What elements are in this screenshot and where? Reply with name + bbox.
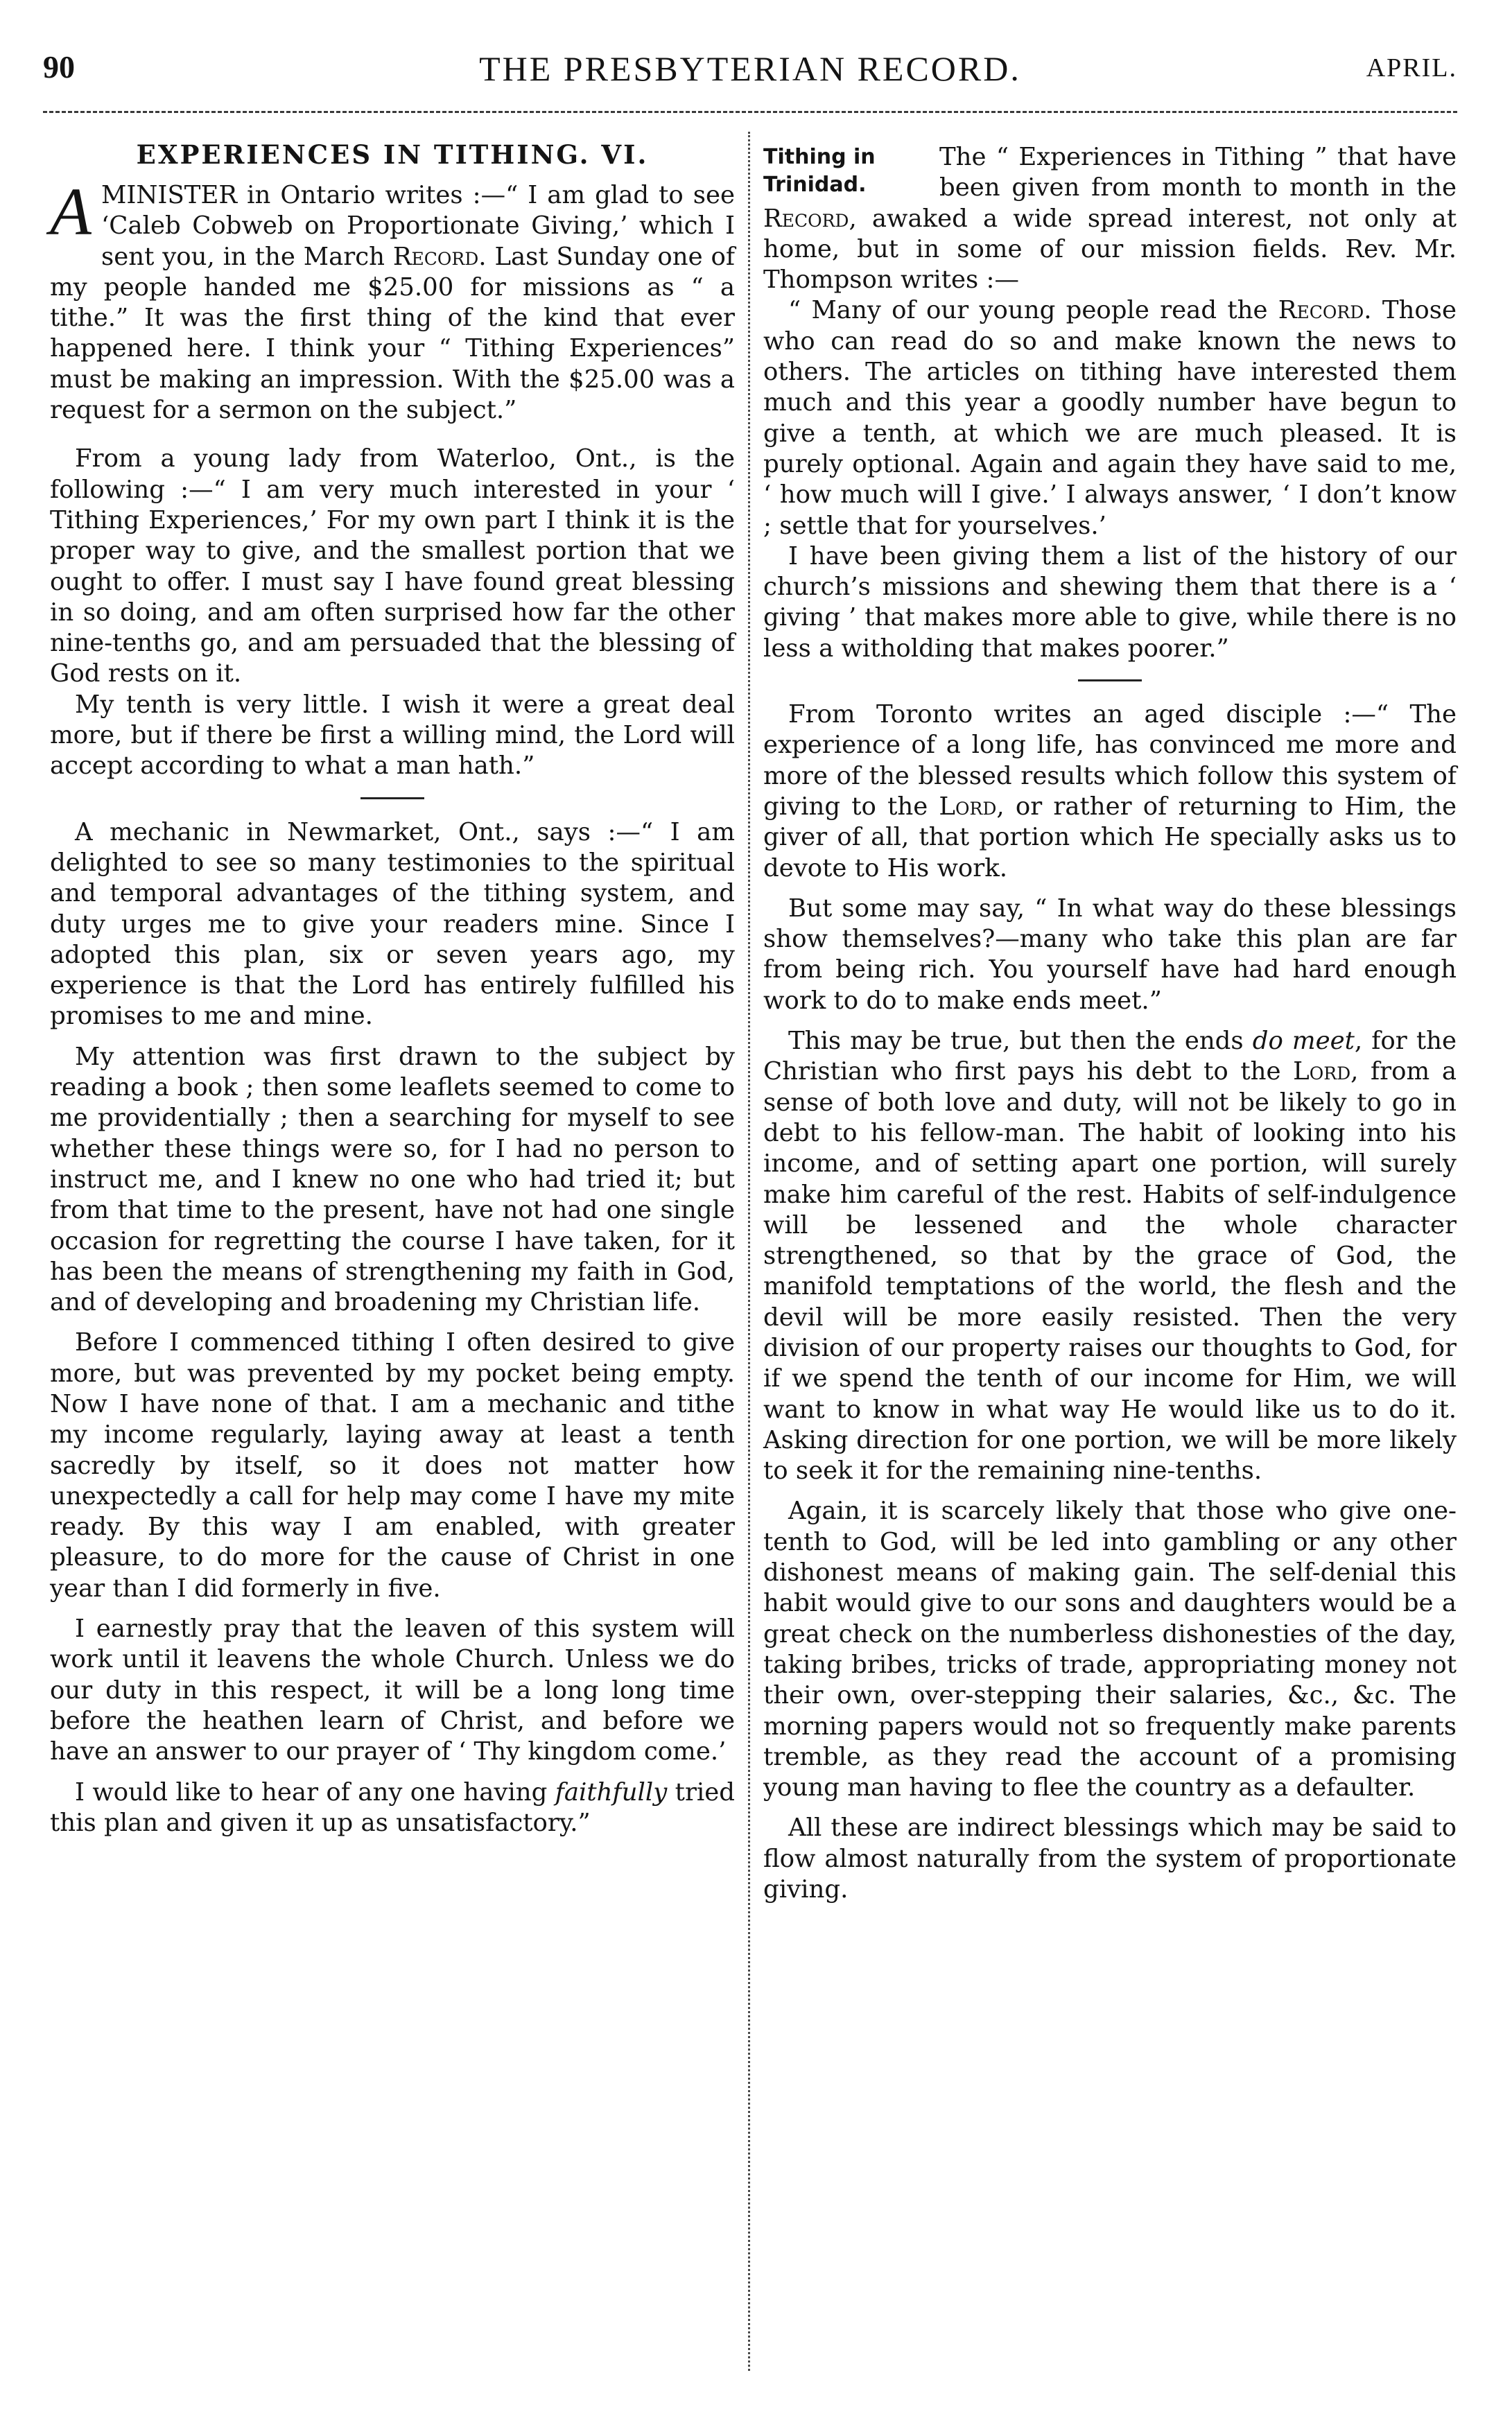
paragraph-tenth: My tenth is very little. I wish it were a great deal more, but if there be first a willing mind, the Lord will accept according to what a man hath.”: [50, 690, 735, 781]
paragraph-leaven: I earnestly pray that the leaven of this system will work until it leavens the whole Church. Unless we do our duty in this respect, it will be a long long time before the heathen learn of Christ, and before we have an answer to our prayer of ‘ Thy kingdom come.’: [50, 1615, 735, 1766]
article-title: EXPERIENCES IN TITHING. VI.: [136, 139, 649, 170]
paragraph-minister: AMINISTER in Ontario writes :—“ I am glad to see ‘Caleb Cobweb on Proportionate Giving,’ which I sent you, in the March Record. Last Sunday one of my people handed me $25.00 for missions as “ a tithe.” It was the first thing of the kind that ever happened here. I think your “ Tithing Experiences” must be making an impression. With the $25.00 was a request for a sermon on the subject.”: [50, 175, 735, 425]
record-name: Record: [1278, 296, 1364, 325]
lead-word: MINISTER: [101, 181, 238, 209]
paragraph-gambling: Again, it is scarcely likely that those who give one-tenth to God, will be led into gambling or any other dishonest means of making gain. The self-denial this habit would give to our sons and daughters would be a great check on the numberless dishonesties of the day, taking bribes, tricks of trade, appropriating money not their own, over-stepping their salaries, &c., &c. The morning papers would not so frequently make parents tremble, as they read the account of a promising young man having to flee the country as a defaulter.: [763, 1497, 1457, 1802]
paragraph-trinidad: Tithing in Trinidad. The “ Experiences in Tithing ” that have been given from month to month in the Record, awaked a wide spread interest, not only at home, but in some of our mission fields. Rev. Mr. Thompson writes :—: [763, 143, 1457, 295]
paragraph-some-may-say: But some may say, “ In what way do these blessings show themselves?—many who take this plan are far from being rich. You yourself have had hard enough work to do to make ends meet.”: [763, 894, 1457, 1015]
paragraph-missions-list: I have been giving them a list of the history of our church’s missions and shewing them that there is a ‘ giving ’ that makes more able to give, while there is no less a witholding that makes poorer.”: [763, 541, 1457, 663]
record-name: Record: [392, 242, 479, 271]
section-separator: [360, 797, 424, 799]
lord-name: Lord: [1293, 1057, 1351, 1086]
italic-faithfully: faithfully: [555, 1777, 668, 1807]
paragraph-toronto: From Toronto writes an aged disciple :—“ The experience of a long life, has convinced me more and more of the blessed results which follow this system of giving to the Lord, or rather of returning to Him, the giver of all, that portion which He specially asks us to devote to His work.: [763, 700, 1457, 882]
header-rule: [43, 111, 1457, 113]
section-separator: [1078, 679, 1142, 681]
paragraph-indirect-blessings: All these are indirect blessings which may be said to flow almost naturally from the system of proportionate giving.: [763, 1814, 1457, 1904]
left-column: [50, 139, 735, 1838]
paragraph-attention: My attention was first drawn to the subject by reading a book ; then some leaflets seemed to come to me providentially ; then a searching for myself to see whether these things were so, for I had no person to instruct me, and I knew no one who had tried it; but from that time to the present, have not had one single occasion for regretting the course I have taken, for it has been the means of strengthening my faith in God, and of developing and broadening my Christian life.: [50, 1042, 735, 1317]
paragraph-ends-meet: This may be true, but then the ends do meet, for the Christian who first pays his debt to the Lord, from a sense of both love and duty, will not be likely to go in debt to his fellow-man. The habit of looking into his income, and of setting apart one portion, will surely make him careful of the rest. Habits of self-indulgence will be lessened and the whole character strengthened, so that by the grace of God, the manifold temptations of the world, the flesh and the devil will be more easily resisted. Then the very division of our property raises our thoughts to God, for if we spend the tenth of our income for Him, we will want to know in what way He would like us to do it. Asking direction for one portion, we will be more likely to seek it for the remaining nine-tenths.: [763, 1027, 1457, 1486]
paragraph-faithfully: I would like to hear of any one having faithfully tried this plan and given it up as unsatisfactory.”: [50, 1777, 735, 1837]
right-column: [763, 142, 1457, 1905]
publication-title: THE PRESBYTERIAN RECORD.: [479, 49, 1021, 88]
lord-name: Lord: [939, 792, 997, 821]
page-number: 90: [43, 49, 75, 85]
paragraph-young-people: “ Many of our young people read the Record. Those who can read do so and make known the news to others. The articles on tithing have interested them much and this year a goodly number have begun to give a tenth, at which we are much pleased. It is purely optional. Again and again they have said to me, ‘ how much will I give.’ I always answer, ‘ I don’t know ; settle that for yourselves.’: [763, 296, 1457, 540]
page-header: [43, 43, 1457, 98]
record-name: Record: [763, 204, 849, 233]
side-heading: Tithing in Trinidad.: [763, 145, 876, 197]
paragraph-before-tithing: Before I commenced tithing I often desired to give more, but was prevented by my pocket being empty. Now I have none of that. I am a mechanic and tithe my income regularly, laying away at least a tenth sacredly by itself, so it does not matter how unexpectedly a call for help may come I have my mite ready. By this way I am enabled, with greater pleasure, to do more for the cause of Christ in one year than I did formerly in five.: [50, 1328, 735, 1603]
paragraph-waterloo: From a young lady from Waterloo, Ont., is the following :—“ I am very much interested in your ‘ Tithing Experiences,’ For my own part I think it is the proper way to give, and the smallest portion that we ought to offer. I must say I have found great blessing in so doing, and am often surprised how far the other nine-tenths go, and am persuaded that the blessing of God rests on it.: [50, 444, 735, 688]
italic-do-meet: do meet: [1252, 1027, 1355, 1056]
paragraph-newmarket: A mechanic in Newmarket, Ont., says :—“ I am delighted to see so many testimonies to the spiritual and temporal advantages of the tithing system, and duty urges me to give your readers mine. Since I adopted this plan, six or seven years ago, my experience is that the Lord has entirely fulfilled his promises to me and mine.: [50, 817, 735, 1031]
issue-month: APRIL.: [1366, 53, 1457, 82]
column-divider: [748, 132, 750, 2371]
drop-cap: A: [50, 175, 92, 250]
